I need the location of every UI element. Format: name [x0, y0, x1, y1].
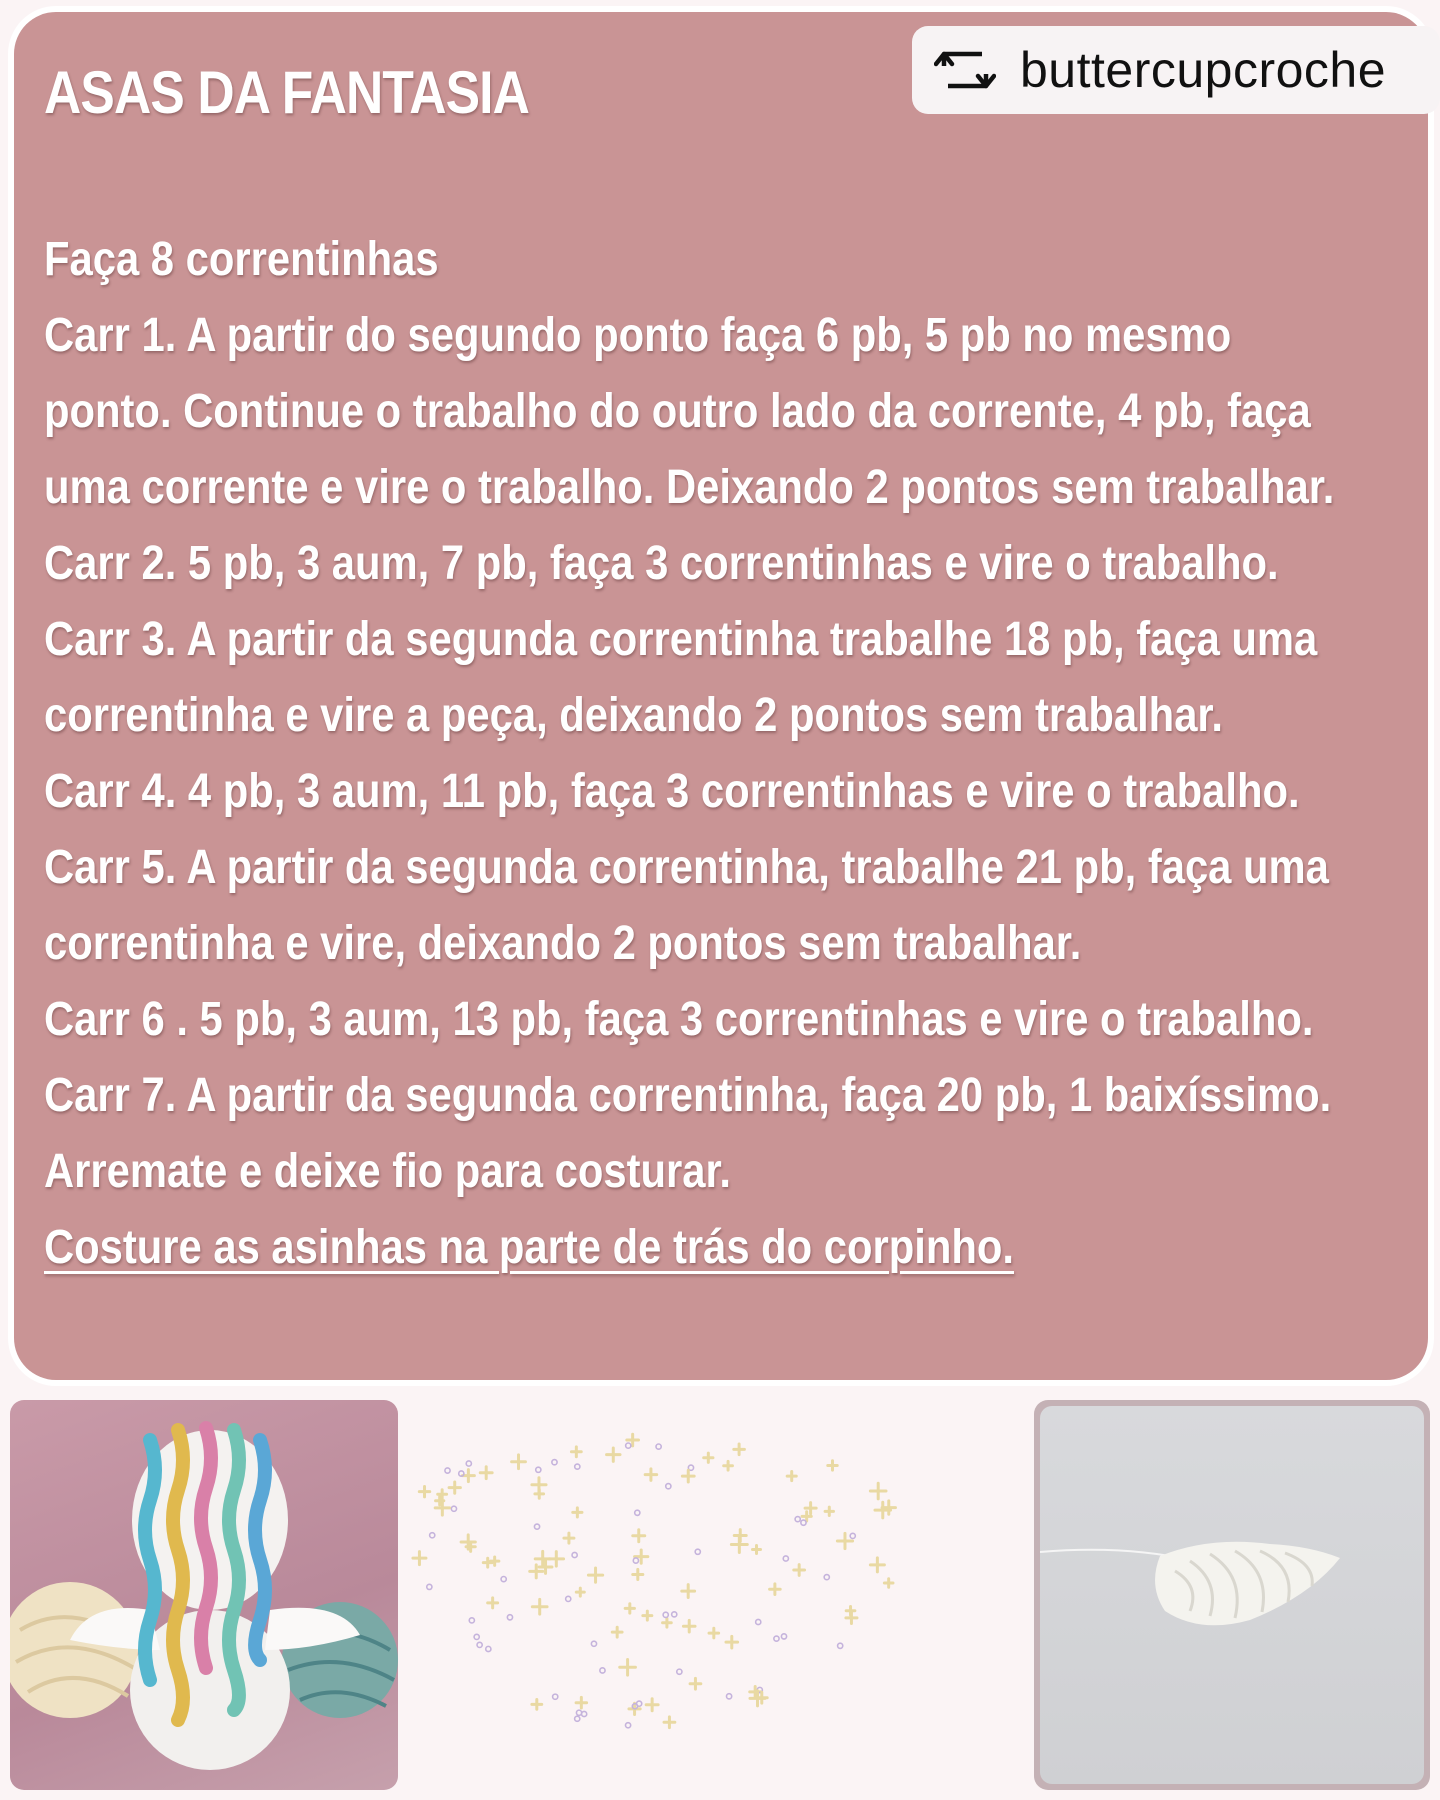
sparkle-dot	[576, 1710, 581, 1715]
repost-badge[interactable]	[912, 26, 1440, 114]
sparkle-plus	[724, 1461, 733, 1470]
account-handle[interactable]: buttercupcroche	[1020, 42, 1387, 98]
instruction-line: Carr 7. A partir da segunda correntinha, faça 20 pb, 1 baixíssimo.	[44, 1069, 1332, 1122]
pattern-instructions	[44, 230, 1436, 1294]
sparkle-dot	[566, 1596, 571, 1601]
sparkle-plus	[576, 1697, 587, 1708]
sparkle-dot	[575, 1716, 580, 1721]
sparkle-dot	[486, 1646, 491, 1651]
sparkle-dot	[838, 1643, 843, 1648]
sparkle-plus	[612, 1627, 622, 1637]
sparkle-plus	[635, 1550, 648, 1563]
sparkle-dot	[656, 1444, 661, 1449]
sparkle-plus	[627, 1434, 639, 1446]
sparkle-dot	[477, 1642, 482, 1647]
sparkle-plus	[828, 1461, 837, 1470]
sparkle-plus	[734, 1444, 745, 1455]
sparkle-plus	[633, 1530, 645, 1542]
sparkle-plus	[794, 1565, 805, 1576]
sparkle-dot	[536, 1467, 541, 1472]
instruction-line: ponto. Continue o trabalho do outro lado da corrente, 4 pb, faça	[44, 385, 1311, 438]
sparkle-dot	[474, 1634, 479, 1639]
sparkle-plus	[770, 1584, 781, 1595]
instruction-line: Carr 2. 5 pb, 3 aum, 7 pb, faça 3 correntinhas e vire o trabalho.	[44, 537, 1279, 590]
pattern-title: ASAS DA FANTASIA	[44, 59, 530, 126]
sparkle-plus	[663, 1618, 672, 1627]
sparkle-plus	[535, 1490, 544, 1499]
sparkle-plus	[664, 1717, 675, 1728]
sparkle-plus	[588, 1568, 602, 1582]
sparkle-dot	[445, 1468, 450, 1473]
sparkle-dot	[466, 1461, 471, 1466]
sparkle-plus	[683, 1620, 695, 1632]
sparkle-plus	[480, 1467, 492, 1479]
sparkle-dot	[633, 1558, 638, 1563]
crochet-doll-photo	[10, 1400, 398, 1790]
instruction-line: Carr 6 . 5 pb, 3 aum, 13 pb, faça 3 correntinhas e vire o trabalho.	[44, 993, 1314, 1046]
sparkle-plus	[573, 1508, 582, 1517]
sparkle-dot	[626, 1443, 631, 1448]
sparkle-dot	[677, 1669, 682, 1674]
sparkle-plus	[625, 1604, 634, 1613]
sparkle-plus	[633, 1569, 643, 1579]
closing-line: Costure as asinhas na parte de trás do corpinho.	[44, 1221, 1015, 1274]
sparkle-plus	[532, 1599, 547, 1614]
sparkle-plus	[643, 1611, 652, 1620]
sparkle-dot	[824, 1575, 829, 1580]
sparkle-plus	[488, 1598, 498, 1608]
sparkle-dot	[552, 1460, 557, 1465]
crochet-wing-photo	[1034, 1400, 1430, 1790]
sparkle-dot	[469, 1618, 474, 1623]
sparkle-plus	[483, 1558, 492, 1567]
sparkle-plus	[846, 1612, 857, 1623]
instruction-line: Arremate e deixe fio para costurar.	[44, 1145, 732, 1198]
sparkle-plus	[419, 1486, 429, 1496]
sparkle-dot	[695, 1549, 700, 1554]
sparkle-dot	[591, 1641, 596, 1646]
sparkle-plus	[607, 1448, 620, 1461]
sparkle-plus	[884, 1579, 893, 1588]
instruction-line: Carr 1. A partir do segundo ponto faça 6 pb, 5 pb no mesmo	[44, 309, 1232, 362]
sparkle-plus	[449, 1482, 460, 1493]
sparkle-plus	[571, 1447, 581, 1457]
sparkle-plus	[753, 1546, 761, 1554]
sparkle-plus	[825, 1507, 833, 1515]
sparkle-plus	[413, 1552, 426, 1565]
instruction-line: Carr 4. 4 pb, 3 aum, 11 pb, faça 3 correntinhas e vire o trabalho.	[44, 765, 1300, 818]
sparkle-plus	[435, 1501, 449, 1515]
sparkle-dot	[801, 1520, 806, 1525]
sparkle-dot	[726, 1694, 731, 1699]
sparkle-decoration	[408, 1400, 1008, 1790]
sparkle-dot	[451, 1506, 456, 1511]
sparkle-dot	[774, 1636, 779, 1641]
sparkle-plus	[787, 1472, 796, 1481]
sparkle-plus	[870, 1483, 886, 1499]
sparkle-plus	[682, 1585, 695, 1598]
sparkle-dot	[575, 1464, 580, 1469]
sparkle-plus	[704, 1453, 713, 1462]
sparkle-plus	[726, 1636, 738, 1648]
sparkle-plus	[690, 1678, 701, 1689]
instruction-line: correntinha e vire, deixando 2 pontos sem trabalhar.	[44, 917, 1082, 970]
sparkle-dot	[600, 1668, 605, 1673]
sparkle-dot	[553, 1694, 558, 1699]
sparkle-dot	[459, 1471, 464, 1476]
sparkle-plus	[709, 1628, 719, 1638]
sparkle-dot	[625, 1723, 630, 1728]
sparkle-plus	[620, 1659, 636, 1675]
repost-icon	[934, 48, 996, 92]
sparkle-dot	[534, 1524, 539, 1529]
sparkle-plus	[576, 1588, 584, 1596]
instruction-card	[14, 12, 1428, 1380]
sparkle-dot	[430, 1533, 435, 1538]
sparkle-dot	[781, 1634, 786, 1639]
sparkle-dot	[783, 1556, 788, 1561]
sparkle-plus	[731, 1537, 747, 1553]
sparkle-dot	[666, 1484, 671, 1489]
sparkle-plus	[870, 1558, 884, 1572]
sparkle-dot	[501, 1577, 506, 1582]
wing-photo-background	[1040, 1406, 1424, 1784]
sparkle-plus	[564, 1533, 574, 1543]
instruction-line: Carr 5. A partir da segunda correntinha, trabalhe 21 pb, faça uma	[44, 841, 1329, 894]
sparkle-dot	[672, 1612, 677, 1617]
sparkle-dot	[507, 1615, 512, 1620]
sparkle-dot	[572, 1552, 577, 1557]
sparkle-dot	[850, 1533, 855, 1538]
sparkle-dot	[635, 1510, 640, 1515]
sparkle-plus	[682, 1470, 694, 1482]
sparkle-dot	[663, 1612, 668, 1617]
sparkle-plus	[532, 1699, 542, 1709]
sparkle-dot	[427, 1584, 432, 1589]
sparkle-plus	[646, 1699, 658, 1711]
sparkle-plus	[512, 1455, 526, 1469]
instruction-line: uma corrente e vire o trabalho. Deixando 2 pontos sem trabalhar.	[44, 461, 1335, 514]
sparkle-dot	[756, 1619, 761, 1624]
instruction-line: correntinha e vire a peça, deixando 2 pontos sem trabalhar.	[44, 689, 1223, 742]
sparkle-dot	[795, 1517, 800, 1522]
sparkle-plus	[462, 1470, 474, 1482]
instruction-line: Faça 8 correntinhas	[44, 233, 439, 286]
sparkle-plus	[645, 1469, 657, 1481]
instruction-line: Carr 3. A partir da segunda correntinha trabalhe 18 pb, faça uma	[44, 613, 1318, 666]
